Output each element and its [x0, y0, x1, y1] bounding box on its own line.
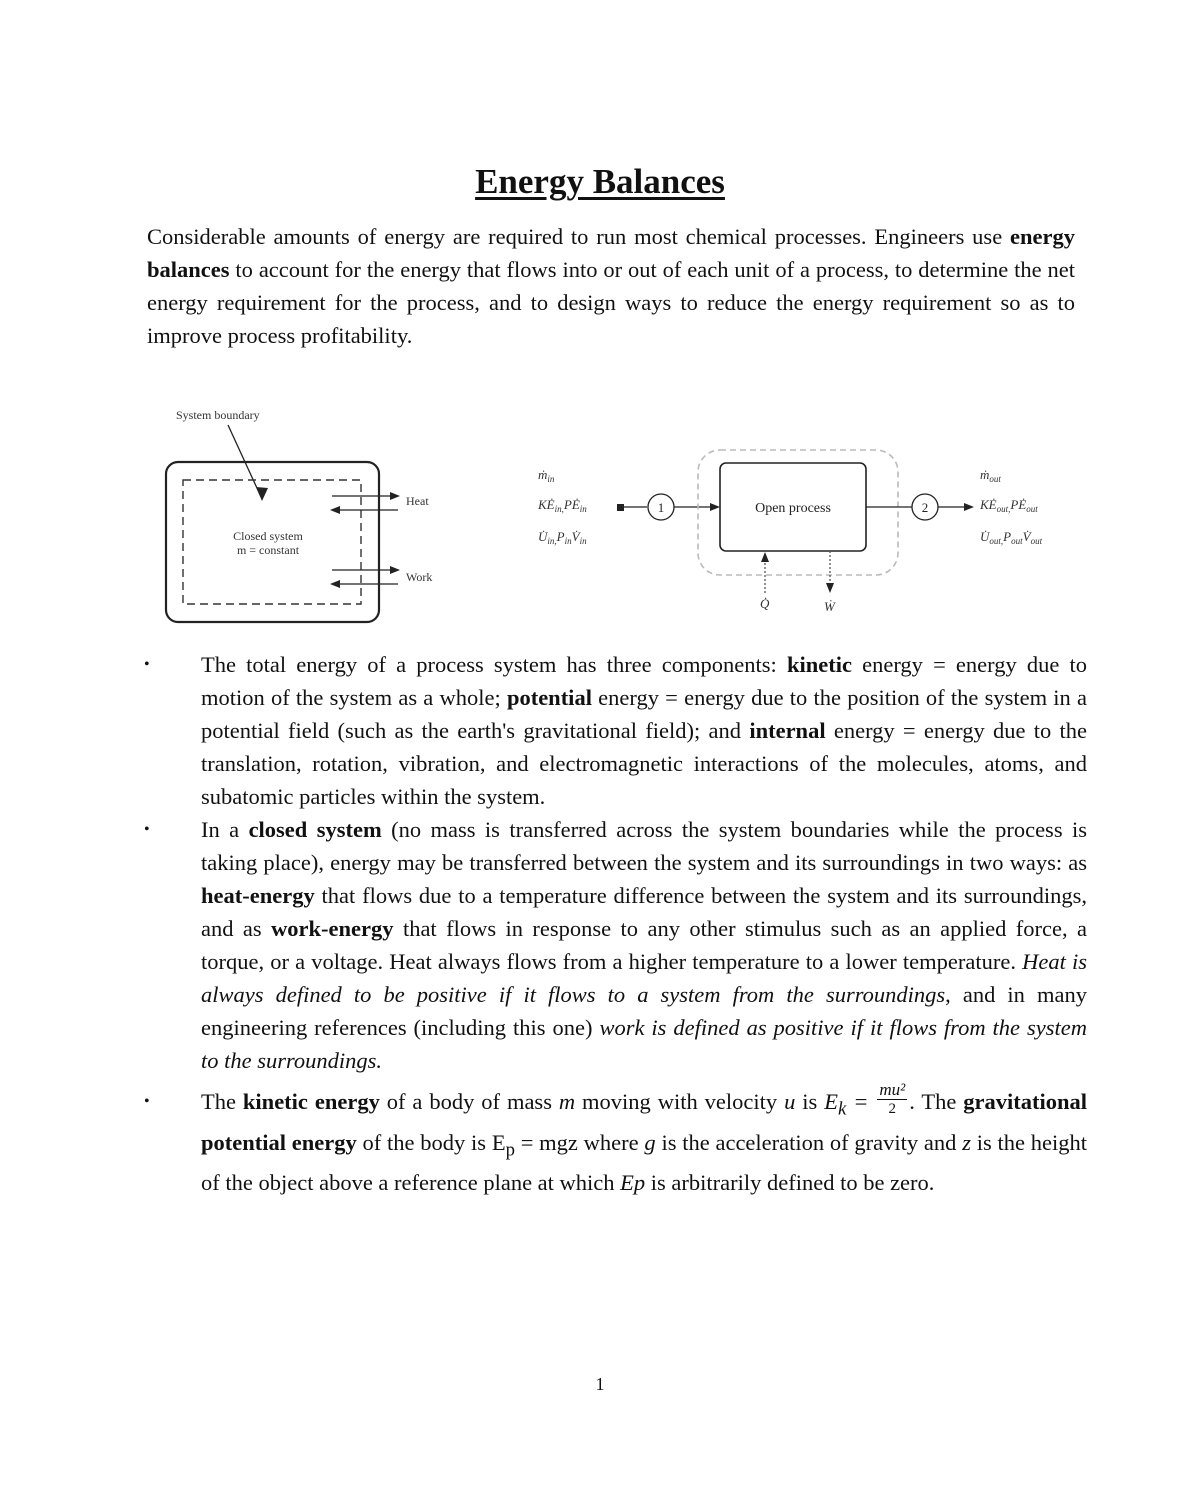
energy-balances-term: energy balances: [147, 224, 1075, 282]
inlet-marker: [617, 504, 624, 511]
out-kinetic-potential: $KĖ_{out,}PĖ_{out}$: [980, 497, 1038, 514]
kinetic-energy-formula: $E_k$ =: [824, 1089, 876, 1120]
out-mass-flow: ṁ$_{out}$: [980, 467, 1001, 484]
stream-1-label: 1: [657, 500, 665, 515]
heat-symbol: Q̇: [760, 596, 770, 611]
open-process-diagram: [530, 395, 1090, 630]
open-process-label: Open process: [755, 501, 831, 516]
list-item: • The total energy of a process system has three components: kinetic energy = energy due to motion of the system as a whole; potential energy = energy due to the position of the system in a potential field (such as the earth's gravitational field); and internal energy = energy due to the translation, rotation, vibration, and electromagnetic interactions of the molecules, atoms, and subatomic particles within the system.: [147, 648, 1087, 813]
in-kinetic-potential: $KĖ_{in,}PĖ_{in}$: [538, 497, 587, 514]
intro-paragraph: Considerable amounts of energy are required to run most chemical processes. Engineers use energy balances to account for the energy that flows into or out of each unit of a process, to determine the net energy requirement for the process, and to design ways to reduce the energy requirement so as to improve process profitability.: [147, 224, 1075, 348]
out-internal-pv: $U̇_{out,}P_{out}V̇_{out}$: [980, 529, 1043, 546]
heat-label: Heat: [406, 494, 429, 508]
stream-2-label: 2: [921, 500, 929, 515]
bullet-list: [147, 648, 1087, 1199]
heat-arrows: [330, 492, 400, 514]
system-boundary-label: System boundary: [176, 408, 260, 422]
in-internal-pv: $U̇_{in,}P_{in}V̇_{in}$: [538, 529, 587, 546]
kinetic-energy-fraction: $\frac{\text{mu²}}{2}$: [879, 1079, 906, 1117]
figures-row: [0, 395, 1200, 635]
list-item: • In a closed system (no mass is transferred across the system boundaries while the process is taking place), energy may be transferred between the system and its surroundings in two ways: as heat-energy that flows due to a temperature difference between the system and its surroundings, and as work-energy that flows in response to any other stimulus such as an applied force, a torque, or a voltage. Heat always flows from a higher temperature to a lower temperature. Heat is always defined to be positive if it flows to a system from the surroundings, and in many engineering references (including this one) work is defined as positive if it flows from the system to the surroundings.: [147, 813, 1087, 1077]
work-symbol: Ẇ: [824, 599, 835, 614]
work-arrows: [330, 566, 400, 588]
closed-system-diagram: [160, 395, 460, 630]
work-label: Work: [406, 570, 433, 584]
mass-constant-label: m = constant: [236, 543, 300, 557]
list-item: • The kinetic energy of a body of mass m moving with velocity u is $E_k$ = $\frac{\text{mu²}}{2}$ . The gravitational potential energy of the body is $E_p$ = mgz where g is the acceleration of gravity and z is the height of the object above a reference plane at which Ep is arbitrarily defined to be zero.: [147, 1085, 1087, 1199]
closed-system-label: Closed system: [233, 529, 303, 543]
page-title: Energy Balances: [475, 162, 725, 201]
page-number: 1: [595, 1374, 605, 1394]
in-mass-flow: ṁ$_{in}$: [538, 467, 555, 484]
boundary-pointer-head: [256, 487, 268, 501]
